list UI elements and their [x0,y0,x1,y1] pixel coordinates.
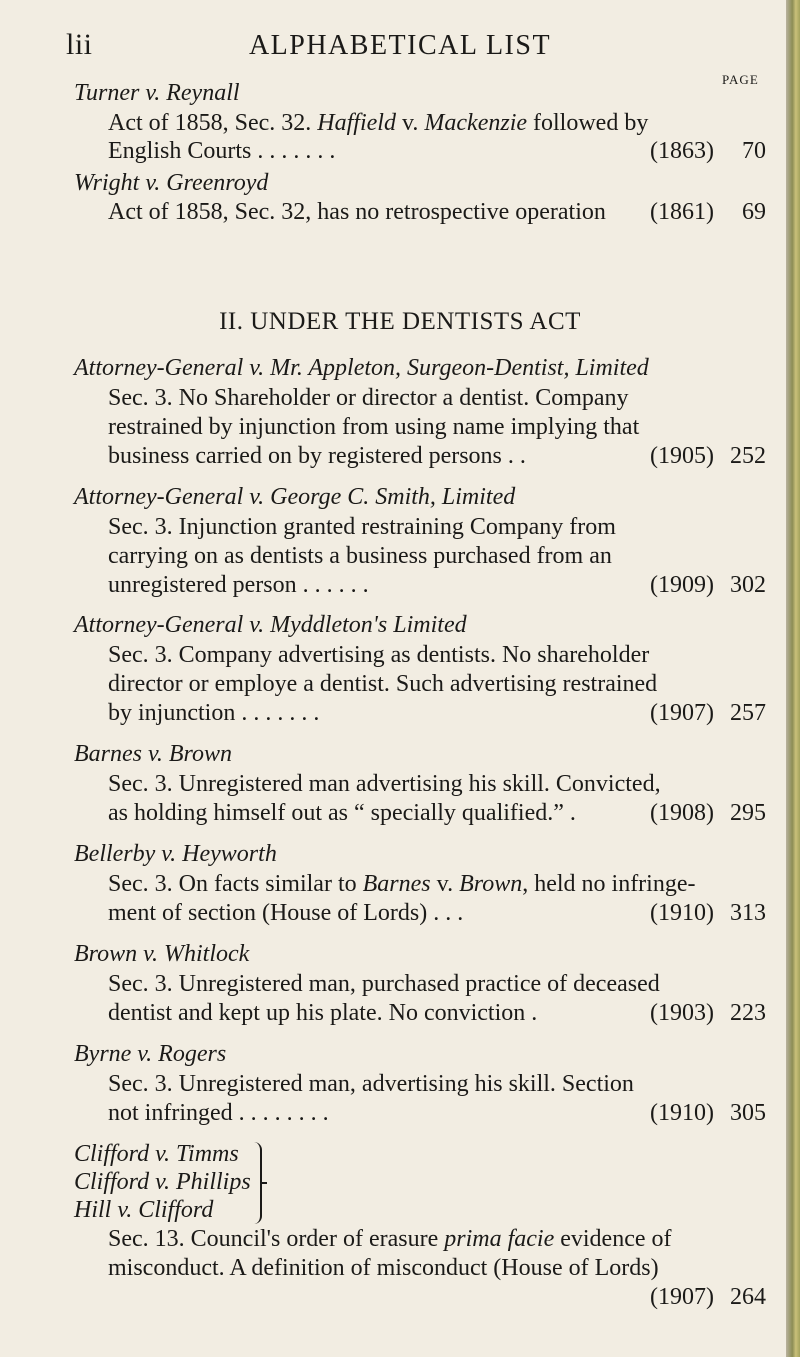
entry-description: not infringed . . . . . . . . [108,1100,329,1126]
entry-year: (1908) [650,800,714,826]
case-name: Byrne v. Rogers [74,1041,227,1067]
entry-page: 264 [730,1284,766,1310]
entry-year: (1907) [650,1284,714,1310]
cited-case: Brown [459,871,523,897]
entry-line: director or employe a dentist. Such advertising restrained [108,671,658,697]
entry-description: business carried on by registered persons . . [108,443,526,469]
running-title: ALPHABETICAL LIST [248,30,552,61]
entry-description: by injunction . . . . . . . [108,700,320,726]
grouping-brace-tip [260,1182,267,1184]
cited-case: Mackenzie [424,110,528,136]
entry-page: 223 [730,1000,766,1026]
entry-page: 302 [730,572,766,598]
case-name: Attorney-General v. George C. Smith, Limited [74,484,516,510]
entry-line: Sec. 3. Company advertising as dentists. No shareholder [108,642,650,668]
entry-line: Sec. 3. Injunction granted restraining Company from [108,514,616,540]
entry-year: (1910) [650,1100,714,1126]
entry-year: (1909) [650,572,714,598]
entry-line: Sec. 3. No Shareholder or director a dentist. Company [108,385,629,411]
case-name: Wright v. Greenroyd [74,170,269,196]
cited-case: Barnes [362,871,431,897]
page-folio: lii [66,28,93,61]
case-name: Bellerby v. Heyworth [74,841,277,867]
page-column-label: PAGE [722,72,759,87]
entry-line: misconduct. A definition of misconduct (House of Lords) [108,1255,659,1281]
case-name: Turner v. Reynall [74,80,240,106]
entry-page: 295 [730,800,766,826]
case-name: Clifford v. Timms [74,1141,239,1167]
entry-year: (1907) [650,700,714,726]
entry-page: 252 [730,443,766,469]
cited-case: Haffield [317,110,396,136]
entry-line: Sec. 3. Unregistered man, advertising his skill. Section [108,1071,634,1097]
entry-year: (1910) [650,900,714,926]
entry-description: as holding himself out as “ specially qualified.” . [108,800,576,826]
entry-year: (1861) [650,199,714,225]
entry-line: Sec. 3. Unregistered man advertising his skill. Convicted, [108,771,661,797]
entry-description: ment of section (House of Lords) . . . [108,900,464,926]
entry-line: Sec. 3. Unregistered man, purchased practice of deceased [108,971,660,997]
entry-year: (1863) [650,138,714,164]
entry-line: Sec. 13. Council's order of erasure prima facie evidence of [108,1226,672,1252]
entry-year: (1905) [650,443,714,469]
case-name: Barnes v. Brown [74,741,232,767]
entry-page: 313 [730,900,766,926]
latin-phrase: prima facie [444,1226,555,1252]
section-title: II. UNDER THE DENTISTS ACT [219,308,581,335]
entry-page: 305 [730,1100,766,1126]
entry-line: carrying on as dentists a business purchased from an [108,543,612,569]
case-name: Clifford v. Phillips [74,1169,251,1195]
entry-description: unregistered person . . . . . . [108,572,369,598]
case-name: Attorney-General v. Myddleton's Limited [74,612,467,638]
entry-page: 70 [742,138,766,164]
entry-description: Act of 1858, Sec. 32, has no retrospective operation [108,199,606,225]
entry-description: dentist and kept up his plate. No conviction . [108,1000,538,1026]
case-name: Attorney-General v. Mr. Appleton, Surgeon-Dentist, Limited [74,355,649,381]
entry-description: English Courts . . . . . . . [108,138,336,164]
entry-line: Sec. 3. On facts similar to Barnes v. Brown, held no infringe- [108,871,696,897]
entry-year: (1903) [650,1000,714,1026]
entry-line: restrained by injunction from using name implying that [108,414,640,440]
entry-page: 257 [730,700,766,726]
case-name: Brown v. Whitlock [74,941,250,967]
entry-page: 69 [742,199,766,225]
page-edge [786,0,800,1357]
case-name: Hill v. Clifford [74,1197,214,1223]
entry-line: Act of 1858, Sec. 32. Haffield v. Mackenzie followed by [108,110,649,136]
